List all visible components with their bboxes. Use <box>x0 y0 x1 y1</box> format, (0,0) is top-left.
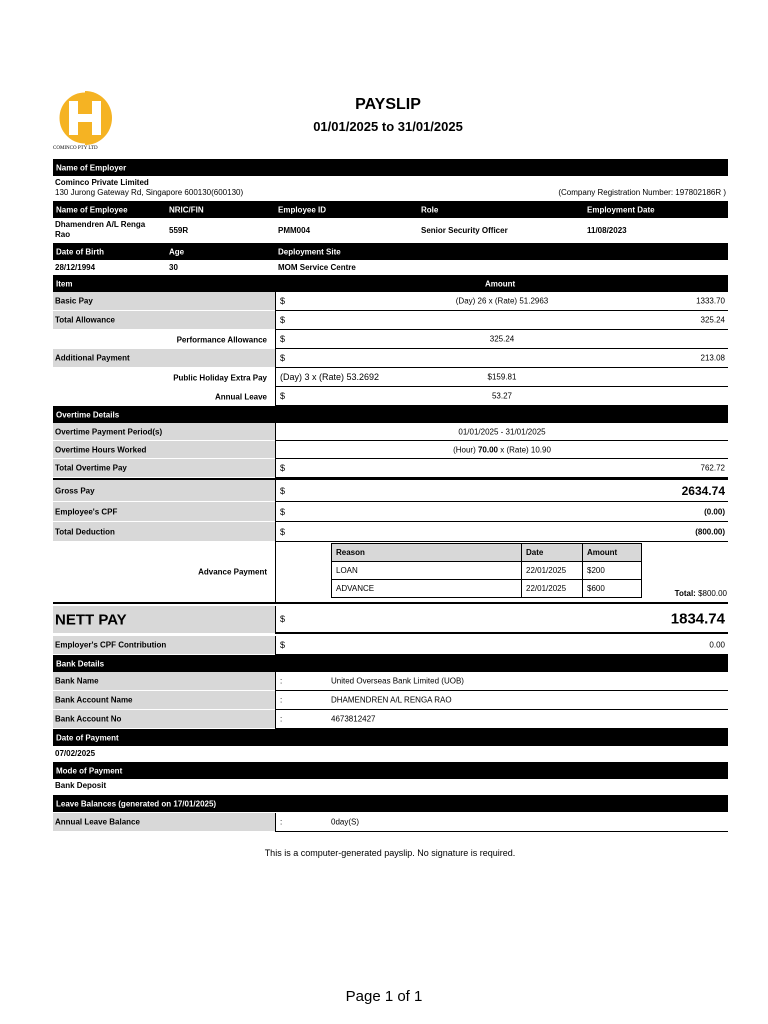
advance-reason: LOAN <box>332 562 522 580</box>
advance-table-row <box>332 562 642 580</box>
total-allowance-row <box>53 311 728 330</box>
bank-account-name-label-cell <box>53 691 275 710</box>
advance-payment-label: Advance Payment <box>198 567 267 577</box>
employee-role: Senior Security Officer <box>421 226 508 235</box>
basic-pay-value-cell <box>275 292 728 311</box>
advance-reason: ADVANCE <box>332 580 522 598</box>
col-employee-name: Name of Employee <box>56 205 128 214</box>
overtime-hours-calc <box>276 445 728 454</box>
basic-pay-label-cell <box>53 292 275 311</box>
col-nric: NRIC/FIN <box>169 205 204 214</box>
performance-allowance-row <box>53 330 728 349</box>
employer-cpf-label-cell <box>53 636 275 655</box>
overtime-total-label: Total Overtime Pay <box>55 463 127 473</box>
annual-leave-balance-label-cell <box>53 813 275 832</box>
total-allowance-label-cell <box>53 311 275 330</box>
basic-pay-row <box>53 292 728 311</box>
employee-header <box>53 201 728 218</box>
basic-pay-value: 1333.70 <box>696 296 725 306</box>
performance-allowance-value-cell <box>275 330 728 349</box>
overtime-hours-label-cell <box>53 441 275 459</box>
employee-cpf-row <box>53 502 728 522</box>
employer-cpf-value-cell <box>275 636 728 655</box>
col-role: Role <box>421 205 439 214</box>
bank-title: Bank Details <box>56 659 105 668</box>
additional-payment-label-cell <box>53 349 275 368</box>
item-header <box>53 275 728 292</box>
logo-caption: COMINCO PTY LTD <box>53 146 98 151</box>
performance-allowance-label-cell <box>53 330 275 349</box>
bank-account-name-value-cell <box>275 691 728 710</box>
colon: : <box>280 714 283 724</box>
colon: : <box>280 817 283 827</box>
employer-cpf-value: 0.00 <box>709 640 725 650</box>
currency-symbol: $ <box>280 526 286 537</box>
advance-date: 22/01/2025 <box>522 562 583 580</box>
company-registration: (Company Registration Number: 197802186R ) <box>558 188 726 197</box>
overtime-total-value: 762.72 <box>700 463 725 473</box>
overtime-period-label-cell <box>53 423 275 441</box>
employee-name: Dhamendren A/L Renga Rao <box>55 220 146 239</box>
overtime-period-row <box>53 423 728 441</box>
currency-symbol: $ <box>280 485 286 496</box>
bank-account-name-row <box>53 691 728 710</box>
nett-pay-value-cell <box>275 606 728 634</box>
additional-payment-value-cell <box>275 349 728 368</box>
basic-pay-calc: (Day) 26 x (Rate) 51.2963 <box>455 296 549 306</box>
public-holiday-value: $159.81 <box>487 372 517 382</box>
performance-allowance-value: 325.24 <box>489 334 515 344</box>
colon: : <box>280 695 283 705</box>
public-holiday-row <box>53 368 728 387</box>
gross-pay-label: Gross Pay <box>55 486 95 495</box>
advance-table <box>331 543 642 598</box>
overtime-period-label: Overtime Payment Period(s) <box>55 427 163 436</box>
currency-symbol: $ <box>280 353 286 363</box>
employee-site: MOM Service Centre <box>278 263 356 272</box>
bank-account-no-label: Bank Account No <box>55 714 122 724</box>
col-item: Item <box>56 279 73 288</box>
bank-account-name-label: Bank Account Name <box>55 695 133 705</box>
advance-col-reason: Reason <box>332 544 522 562</box>
gross-pay-row <box>53 480 728 502</box>
overtime-period-value-cell <box>275 423 728 441</box>
overtime-title: Overtime Details <box>56 410 120 419</box>
leave-header <box>53 795 728 812</box>
advance-table-header <box>332 544 642 562</box>
total-allowance-label: Total Allowance <box>55 315 116 325</box>
pay-period: 01/01/2025 to 31/01/2025 <box>313 119 463 134</box>
total-allowance-value: 325.24 <box>700 315 725 325</box>
advance-total-value: $800.00 <box>698 589 727 598</box>
overtime-total-value-cell <box>275 459 728 478</box>
bank-account-no-label-cell <box>53 710 275 729</box>
currency-symbol: $ <box>280 334 286 344</box>
col-deployment-site: Deployment Site <box>278 247 341 256</box>
public-holiday-calc: (Day) 3 x (Rate) 53.2692 <box>280 372 380 382</box>
col-amount: Amount <box>485 279 516 288</box>
total-deduction-label: Total Deduction <box>55 527 115 536</box>
additional-payment-row <box>53 349 728 368</box>
annual-leave-balance-row <box>53 813 728 832</box>
payment-date-value: 07/02/2025 <box>55 749 96 758</box>
bank-name-row <box>53 672 728 691</box>
employee-cpf-label-cell <box>53 502 275 522</box>
dob-header <box>53 243 728 260</box>
overtime-total-label-cell <box>53 459 275 478</box>
public-holiday-label-cell <box>53 368 275 387</box>
bank-account-name-value: DHAMENDREN A/L RENGA RAO <box>331 695 452 705</box>
total-deduction-value-cell <box>275 522 728 542</box>
annual-leave-balance-value: 0day(S) <box>331 817 360 827</box>
bank-name-value-cell <box>275 672 728 691</box>
currency-symbol: $ <box>280 614 286 624</box>
company-name: Cominco Private Limited <box>55 178 149 187</box>
footer-note: This is a computer-generated payslip. No signature is required. <box>264 848 516 858</box>
total-deduction-label-cell <box>53 522 275 542</box>
advance-amount: $200 <box>583 562 642 580</box>
col-dob: Date of Birth <box>56 247 104 256</box>
page-number: Page 1 of 1 <box>345 988 423 1005</box>
overtime-period-value: 01/01/2025 - 31/01/2025 <box>458 427 546 436</box>
annual-leave-label: Annual Leave <box>214 392 267 401</box>
nett-pay-label: NETT PAY <box>55 611 127 628</box>
page-title: PAYSLIP <box>355 96 421 113</box>
nett-pay-label-cell <box>53 606 275 634</box>
payment-date-header <box>53 729 728 746</box>
advance-col-date: Date <box>522 544 583 562</box>
employee-dob: 28/12/1994 <box>55 263 96 272</box>
payment-mode-header <box>53 762 728 779</box>
annual-leave-label-cell <box>53 387 275 406</box>
annual-leave-balance-value-cell <box>275 813 728 832</box>
advance-date: 22/01/2025 <box>522 580 583 598</box>
col-age: Age <box>169 247 185 256</box>
bank-name-label-cell <box>53 672 275 691</box>
payment-mode-value: Bank Deposit <box>55 781 107 790</box>
additional-payment-value: 213.08 <box>700 353 725 363</box>
employer-cpf-label: Employer's CPF Contribution <box>55 640 167 650</box>
public-holiday-label: Public Holiday Extra Pay <box>173 373 267 382</box>
currency-symbol: $ <box>280 296 286 306</box>
gross-pay-value: 2634.74 <box>681 483 725 498</box>
overtime-hours-value-cell <box>275 441 728 459</box>
nett-pay-value: 1834.74 <box>670 610 725 628</box>
employee-cpf-value: (0.00) <box>704 507 725 516</box>
gross-pay-label-cell <box>53 480 275 502</box>
employee-age: 30 <box>169 263 178 272</box>
advance-table-row <box>332 580 642 598</box>
payment-date-title: Date of Payment <box>56 733 119 742</box>
overtime-header <box>53 406 728 423</box>
overtime-hours-label: Overtime Hours Worked <box>55 445 147 454</box>
payment-mode-title: Mode of Payment <box>56 766 123 775</box>
annual-leave-value-cell <box>275 387 728 406</box>
currency-symbol: $ <box>280 506 286 517</box>
employer-header-label: Name of Employer <box>56 163 127 172</box>
employer-header <box>53 159 728 176</box>
advance-total <box>675 589 727 598</box>
overtime-hours-suffix: x (Rate) 10.90 <box>500 445 551 454</box>
overtime-hours-prefix: (Hour) <box>453 445 476 454</box>
company-address: 130 Jurong Gateway Rd, Singapore 600130(600130) <box>55 188 244 197</box>
performance-allowance-label: Performance Allowance <box>176 335 267 344</box>
advance-payment-label-cell <box>53 542 275 604</box>
leave-title: Leave Balances (generated on 17/01/2025) <box>56 799 217 808</box>
bank-name-value: United Overseas Bank Limited (UOB) <box>331 676 464 686</box>
advance-total-label: Total: <box>674 589 696 598</box>
currency-symbol: $ <box>280 463 286 473</box>
bank-name-label: Bank Name <box>55 676 99 686</box>
currency-symbol: $ <box>280 640 286 650</box>
employment-date: 11/08/2023 <box>587 226 627 235</box>
total-deduction-row <box>53 522 728 542</box>
basic-pay-label: Basic Pay <box>55 296 93 306</box>
col-employee-id: Employee ID <box>278 205 327 214</box>
employee-cpf-value-cell <box>275 502 728 522</box>
employee-cpf-label: Employee's CPF <box>55 507 118 516</box>
currency-symbol: $ <box>280 391 286 401</box>
employee-id: PMM004 <box>278 226 311 235</box>
overtime-total-row <box>53 459 728 478</box>
overtime-hours-row <box>53 441 728 459</box>
bank-account-no-value-cell <box>275 710 728 729</box>
bank-account-no-value: 4673812427 <box>331 714 376 724</box>
total-allowance-value-cell <box>275 311 728 330</box>
colon: : <box>280 676 283 686</box>
gross-pay-value-cell <box>275 480 728 502</box>
additional-payment-label: Additional Payment <box>55 353 130 363</box>
bank-header <box>53 655 728 672</box>
total-deduction-value: (800.00) <box>695 527 725 536</box>
annual-leave-row <box>53 387 728 406</box>
col-employment-date: Employment Date <box>587 205 655 214</box>
bank-account-no-row <box>53 710 728 729</box>
overtime-hours-value: 70.00 <box>477 445 498 454</box>
advance-amount: $600 <box>583 580 642 598</box>
currency-symbol: $ <box>280 315 286 325</box>
advance-col-amount: Amount <box>583 544 642 562</box>
employer-cpf-row <box>53 636 728 655</box>
nett-pay-row <box>53 606 728 634</box>
employee-nric: 559R <box>169 226 189 235</box>
annual-leave-balance-label: Annual Leave Balance <box>55 817 140 827</box>
annual-leave-value: 53.27 <box>491 391 513 401</box>
public-holiday-value-cell <box>275 368 728 387</box>
